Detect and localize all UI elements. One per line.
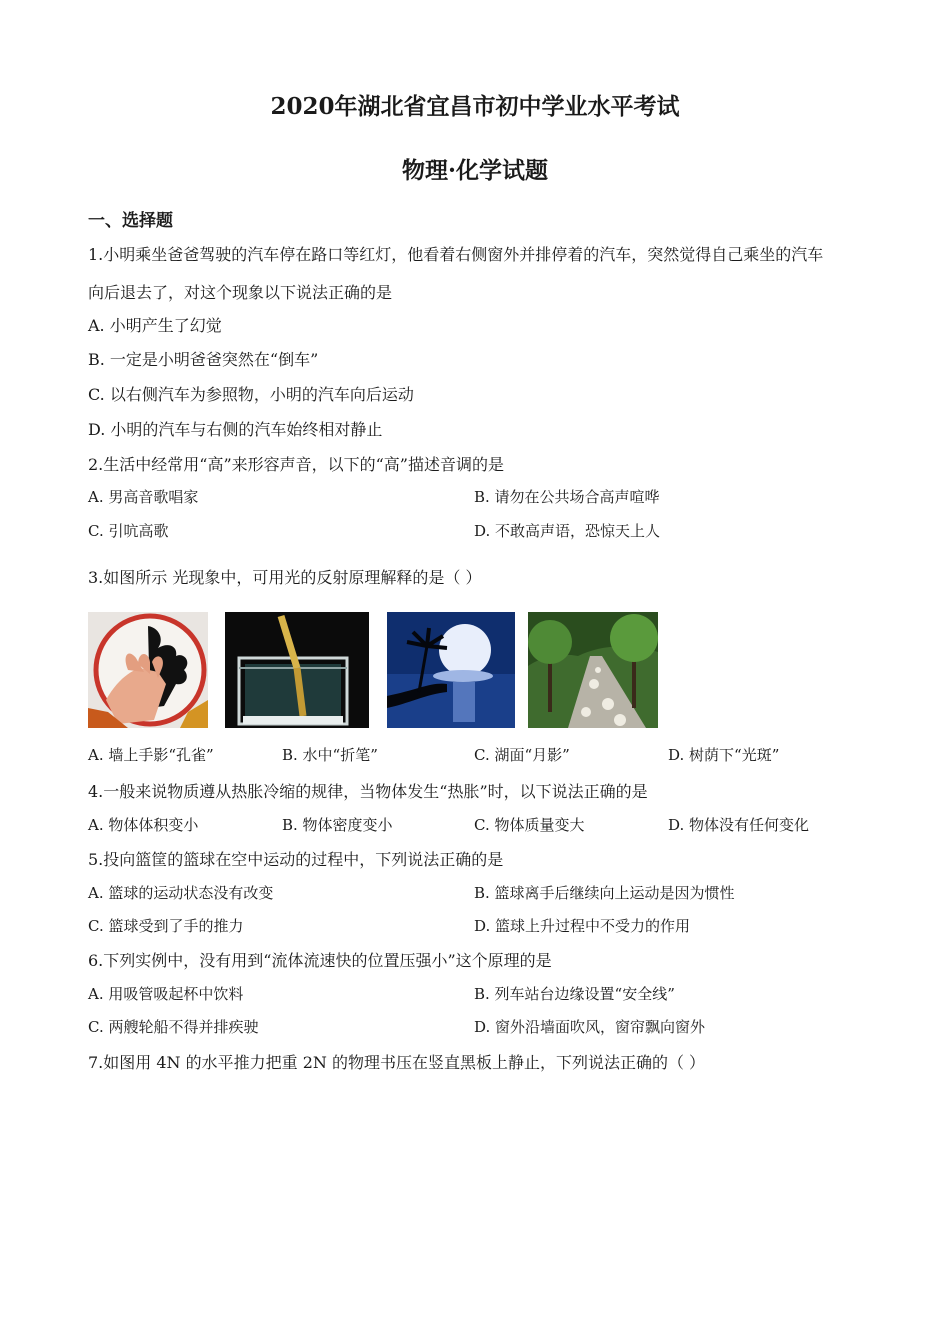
question-1-stem-line2: 向后退去了，对这个现象以下说法正确的是 [88,283,393,302]
section-heading: 一、选择题 [88,211,173,231]
question-4-option-c: C. 物体质量变大 [474,816,585,834]
moon-reflection-lake-icon [387,612,515,728]
question-1-option-a: A. 小明产生了幻觉 [88,316,222,335]
question-1-option-b: B. 一定是小明爸爸突然在“倒车” [88,350,319,369]
tree-shade-light-spots-icon [528,612,658,728]
question-6-option-d: D. 窗外沿墙面吹风，窗帘飘向窗外 [474,1018,706,1036]
question-5-option-d: D. 篮球上升过程中不受力的作用 [474,917,691,935]
question-2-option-b: B. 请勿在公共场合高声喧哗 [474,488,660,506]
page-subtitle: 物理·化学试题 [401,157,548,184]
question-3-option-d: D. 树荫下“光斑” [668,746,780,764]
hand-shadow-peacock-icon [88,612,208,728]
bent-pencil-in-water-icon [225,612,369,728]
question-3-option-b: B. 水中“折笔” [282,746,378,764]
page-title: 2020年湖北省宜昌市初中学业水平考试 [270,93,680,120]
question-4-option-d: D. 物体没有任何变化 [668,816,810,834]
question-2-stem: 2.生活中经常用“高”来形容声音，以下的“高”描述音调的是 [88,455,504,474]
question-5-option-a: A. 篮球的运动状态没有改变 [88,884,274,902]
question-3-option-a: A. 墙上手影“孔雀” [88,746,214,764]
question-4-option-b: B. 物体密度变小 [282,816,393,834]
question-6-option-a: A. 用吸管吸起杯中饮料 [88,985,244,1003]
question-1-stem-line1: 1.小明乘坐爸爸驾驶的汽车停在路口等红灯，他看着右侧窗外并排停着的汽车，突然觉得自己乘坐的汽车 [88,245,824,264]
question-6-option-b: B. 列车站台边缘设置“安全线” [474,985,675,1003]
question-5-stem: 5.投向篮筐的篮球在空中运动的过程中，下列说法正确的是 [88,850,504,869]
question-3-stem: 3.如图所示 光现象中，可用光的反射原理解释的是（ ） [88,568,482,587]
question-6-option-c: C. 两艘轮船不得并排疾驶 [88,1018,259,1036]
question-2-option-d: D. 不敢高声语，恐惊天上人 [474,522,661,540]
question-2-option-a: A. 男高音歌唱家 [88,488,199,506]
question-4-stem: 4.一般来说物质遵从热胀冷缩的规律，当物体发生“热胀”时，以下说法正确的是 [88,782,648,801]
question-1-option-c: C. 以右侧汽车为参照物，小明的汽车向后运动 [88,385,414,404]
question-5-option-b: B. 篮球离手后继续向上运动是因为惯性 [474,884,735,902]
question-4-option-a: A. 物体体积变小 [88,816,199,834]
question-1-option-d: D. 小明的汽车与右侧的汽车始终相对静止 [88,420,383,439]
question-7-stem: 7.如图用 4N 的水平推力把重 2N 的物理书压在竖直黑板上静止，下列说法正确的（ ） [88,1053,706,1072]
question-2-option-c: C. 引吭高歌 [88,522,169,540]
question-5-option-c: C. 篮球受到了手的推力 [88,917,244,935]
question-6-stem: 6.下列实例中，没有用到“流体流速快的位置压强小”这个原理的是 [88,951,552,970]
question-3-option-c: C. 湖面“月影” [474,746,570,764]
